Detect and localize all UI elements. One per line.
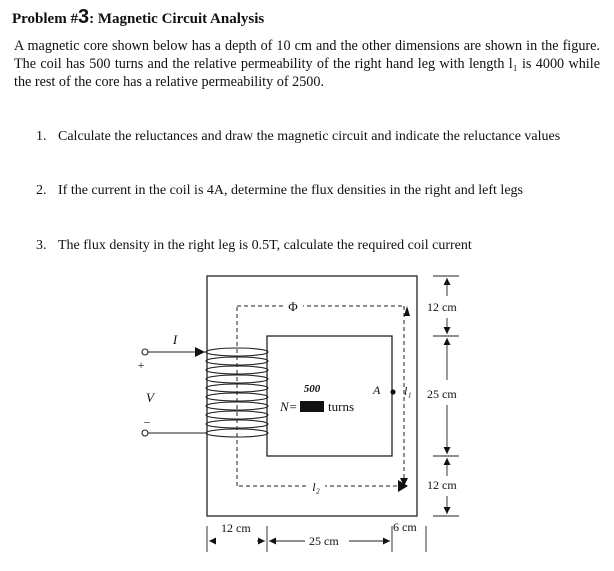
dim-right-middle: 25 cm — [427, 387, 457, 401]
negative-terminal — [142, 430, 148, 436]
turns-number: 500 — [303, 383, 321, 395]
dim-right-top: 12 cm — [427, 300, 457, 314]
dim-right-bottom: 12 cm — [427, 478, 457, 492]
problem-statement: A magnetic core shown below has a depth of 10 cm and the other dimensions are shown in the figure. The coil has 500 turns and the relative permeability of the right hand leg with length l₁ is 4000 while the rest of the core has a relative permeability of 2500. — [14, 38, 600, 90]
question-1-text: Calculate the reluctances and draw the magnetic circuit and indicate the reluctance values — [58, 129, 561, 144]
turns-suffix: turns — [328, 399, 354, 414]
positive-terminal — [142, 349, 148, 355]
dim-bottom-middle: 25 cm — [309, 534, 339, 548]
question-2-text: If the current in the coil is 4A, determine the flux densities in the right and left legs — [58, 183, 523, 198]
dim-bottom-left: 12 cm — [221, 521, 251, 535]
problem-heading: : Magnetic Circuit Analysis — [89, 11, 265, 27]
point-a-marker — [390, 389, 395, 394]
flux-symbol: Φ — [288, 299, 298, 314]
current-label: I — [172, 332, 178, 347]
current-arrow-icon — [195, 347, 205, 357]
dim-bottom-right: 6 cm — [393, 520, 417, 534]
problem-prefix: Problem # — [12, 11, 78, 27]
question-2-number: 2. — [36, 183, 47, 198]
turns-prefix: N= — [280, 399, 298, 414]
coil — [206, 348, 268, 437]
flux-arrow-up-icon — [404, 306, 410, 316]
problem-number: 3 — [77, 6, 90, 28]
question-3-number: 3. — [36, 238, 47, 253]
l1-label: l₁ — [404, 384, 412, 398]
question-1-number: 1. — [36, 129, 47, 144]
coil-leads — [147, 352, 206, 433]
question-3-text: The flux density in the right leg is 0.5T, calculate the required coil current — [58, 238, 472, 253]
voltage-label: V — [146, 390, 154, 405]
minus-label: – — [144, 414, 150, 428]
turns-blot — [300, 401, 324, 412]
l2-label: l₂ — [312, 480, 320, 494]
plus-label: + — [137, 358, 145, 372]
point-a-label: A — [373, 383, 381, 397]
